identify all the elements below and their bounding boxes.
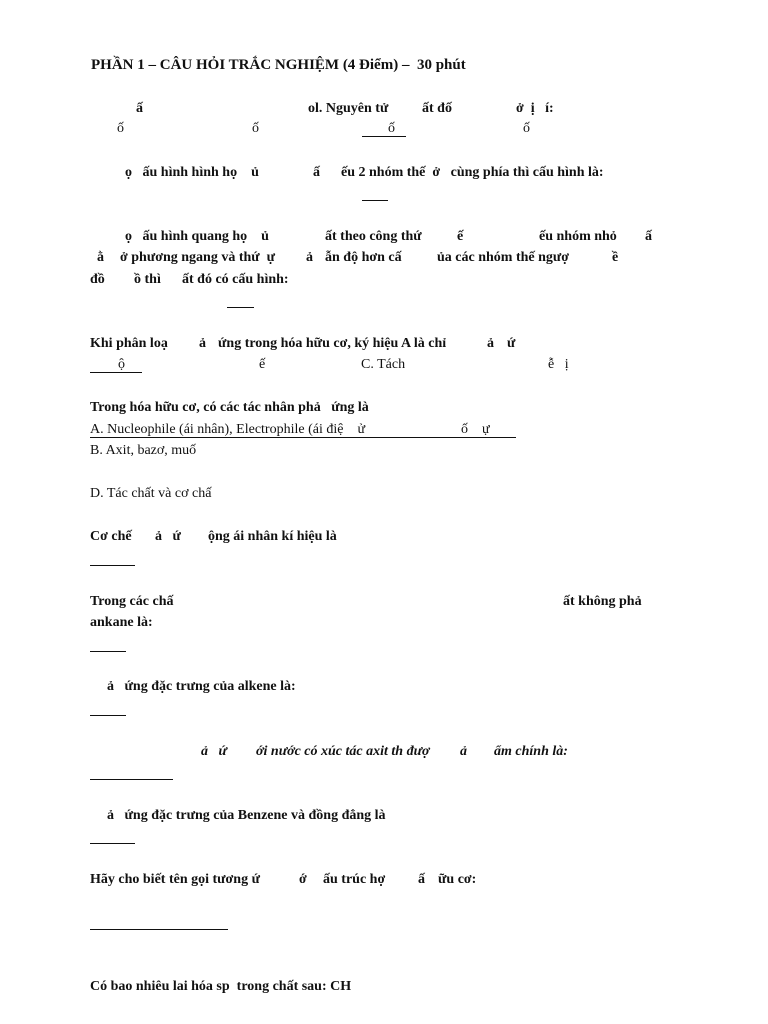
answer-blank (227, 307, 254, 308)
q3-fragment: đồ (90, 272, 105, 287)
q2-fragment: ếu 2 nhóm thế ở cùng phía thì cấu hình là: (341, 165, 604, 180)
q10-stem: ả ứng đặc trưng của Benzene và đồng đẳng là (107, 808, 386, 823)
q11-fragment: ữu cơ: (438, 872, 477, 887)
answer-blank (90, 565, 135, 566)
q6-fragment: ả ứ (155, 529, 181, 544)
q11-fragment: ấu trúc hợ (323, 872, 386, 887)
q4-fragment: ứng trong hóa hữu cơ, ký hiệu A là chỉ (218, 336, 447, 351)
q3-fragment: ở phương ngang và thứ ự (120, 250, 276, 265)
answer-blank (362, 200, 388, 201)
q12-stem: Có bao nhiêu lai hóa sp trong chất sau: CH (90, 979, 352, 994)
q1-option: ố (252, 121, 259, 136)
q4-option: ộ (118, 357, 125, 372)
q3-fragment: ẫn độ hơn cấ (325, 250, 402, 265)
q4-option: ễ ị (548, 357, 569, 372)
q2-fragment: ấ (313, 165, 320, 180)
q9-fragment: ới nước có xúc tác axit th đượ (256, 744, 430, 759)
q4-fragment: Khi phân loạ (90, 336, 168, 351)
q3-fragment: ất đó có cấu hình: (182, 272, 289, 287)
q4-fragment: ả (487, 336, 494, 351)
q3-fragment: ất theo công thứ (325, 229, 422, 244)
q5-option-a: A. Nucleophile (ái nhân), Electrophile (ái điệ ử (90, 422, 366, 437)
q11-fragment: ớ (299, 872, 307, 887)
answer-blank (90, 843, 135, 844)
q4-option: C. Tách (361, 357, 406, 372)
q1-fragment: ấ (136, 101, 143, 116)
q5-option-d: D. Tác chất và cơ chấ (90, 486, 212, 501)
q3-fragment: ả (306, 250, 313, 265)
q3-fragment: ằ (97, 250, 104, 265)
q9-fragment: ả ứ (201, 744, 227, 759)
answer-underline (90, 437, 516, 438)
q5-option-a-end: ố ự (461, 422, 490, 437)
q6-fragment: Cơ chế (90, 529, 132, 544)
q4-option: ế (259, 357, 266, 372)
q1-fragment: ất đố (422, 101, 452, 116)
q4-fragment: ứ (507, 336, 516, 351)
q5-stem: Trong hóa hữu cơ, có các tác nhân phả ứng là (90, 400, 369, 415)
q3-fragment: ồ thì (134, 272, 161, 287)
q7-fragment: ankane là: (90, 615, 153, 630)
q2-fragment: ọ ấu hình hình họ ủ (125, 165, 259, 180)
q9-fragment: ẩm chính là: (494, 744, 568, 759)
q3-fragment: ấ (645, 229, 652, 244)
q1-fragment: ở ị í: (516, 101, 554, 116)
q6-fragment: ộng ái nhân kí hiệu là (208, 529, 337, 544)
q1-fragment: ol. Nguyên tử (308, 101, 389, 116)
answer-blank (90, 929, 228, 930)
page-heading: PHẦN 1 – CÂU HỎI TRẮC NGHIỆM (4 Điểm) – 30 phút (91, 57, 466, 73)
q3-fragment: ọ ấu hình quang họ ủ (125, 229, 269, 244)
q11-fragment: ấ (418, 872, 425, 887)
q1-option: ố (388, 121, 395, 136)
q9-fragment: ả (460, 744, 467, 759)
q4-fragment: ả (199, 336, 206, 351)
answer-blank (90, 715, 126, 716)
q8-stem: ả ứng đặc trưng của alkene là: (107, 679, 296, 694)
q11-fragment: Hãy cho biết tên gọi tương ứ (90, 872, 260, 887)
q7-fragment: Trong các chấ (90, 594, 174, 609)
q7-fragment: ất không phả (563, 594, 642, 609)
q3-fragment: ề (612, 250, 619, 265)
answer-underline (362, 136, 406, 137)
q3-fragment: ủa các nhóm thế ngượ (437, 250, 570, 265)
q1-option: ố (117, 121, 124, 136)
q3-fragment: ếu nhóm nhỏ (539, 229, 617, 244)
q5-option-b: B. Axit, bazơ, muố (90, 443, 197, 458)
q1-option: ố (523, 121, 530, 136)
q3-fragment: ế (457, 229, 464, 244)
answer-blank (90, 779, 173, 780)
answer-blank (90, 651, 126, 652)
answer-underline (90, 372, 142, 373)
